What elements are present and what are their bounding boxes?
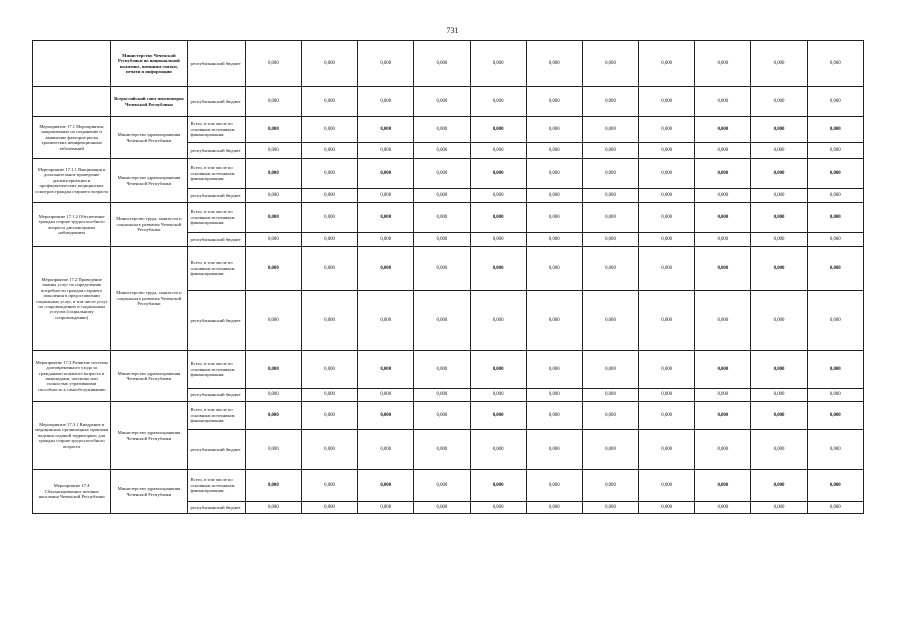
value-cell: 0,000 [582,470,638,502]
value-cell: 0,000 [470,143,526,159]
value-cell: 0,000 [245,233,301,247]
value-cell: 0,000 [807,247,863,291]
value-cell: 0,000 [582,402,638,430]
measure-cell [33,87,111,117]
value-cell: 0,000 [470,389,526,402]
value-cell: 0,000 [751,351,807,389]
value-cell: 0,000 [470,159,526,189]
value-cell: 0,000 [751,117,807,143]
measure-cell: Мероприятие 17.2 Проведение замены услуг по определению потребности граждан старшего поколения в предоставлении социальных услуг, в том числе услуг по сопровождению и социальным услугам (социальному сопровождению) [33,247,111,351]
value-cell: 0,000 [414,87,470,117]
funding-source-cell: Всего, в том числе по основным источникам финансирования: [187,351,245,389]
value-cell: 0,000 [358,389,414,402]
value-cell: 0,000 [526,117,582,143]
value-cell: 0,000 [301,87,357,117]
value-cell: 0,000 [807,402,863,430]
value-cell: 0,000 [751,143,807,159]
value-cell: 0,000 [807,233,863,247]
funding-source-cell: Всего, в том числе по основным источникам финансирования: [187,470,245,502]
measure-cell [33,41,111,87]
value-cell: 0,000 [526,189,582,203]
value-cell: 0,000 [751,247,807,291]
value-cell: 0,000 [470,203,526,233]
value-cell: 0,000 [358,430,414,470]
value-cell: 0,000 [358,41,414,87]
executor-cell: Министерство здравоохранения Чеченской Республики [111,159,187,203]
value-cell: 0,000 [358,189,414,203]
value-cell: 0,000 [245,189,301,203]
executor-cell: Всероссийский союз пенсионеров Чеченской Республики [111,87,187,117]
table-row [33,117,864,143]
executor-cell: Министерство труда, занятости и социального развития Чеченской Республики [111,203,187,247]
value-cell: 0,000 [526,402,582,430]
value-cell: 0,000 [582,189,638,203]
value-cell: 0,000 [358,351,414,389]
value-cell: 0,000 [807,389,863,402]
executor-cell: Министерство труда, занятости и социального развития Чеченской Республики [111,247,187,351]
budget-table [32,40,864,514]
value-cell: 0,000 [695,189,751,203]
value-cell: 0,000 [414,233,470,247]
funding-source-cell: республиканский бюджет [187,430,245,470]
value-cell: 0,000 [470,41,526,87]
value-cell: 0,000 [526,389,582,402]
value-cell: 0,000 [751,189,807,203]
value-cell: 0,000 [301,351,357,389]
measure-cell: Мероприятие 17.3 Развитие системы долговременного ухода за гражданами пожилого возраста и инвалидами, частично или полностью утратившими способность к самообслуживанию [33,351,111,402]
value-cell: 0,000 [807,351,863,389]
value-cell: 0,000 [526,143,582,159]
measure-cell: Мероприятие 17.1 Мероприятия, направленные на сохранение и выявление факторов риска хронических неинфекционных заболеваний [33,117,111,159]
value-cell: 0,000 [470,470,526,502]
value-cell: 0,000 [414,430,470,470]
value-cell: 0,000 [807,203,863,233]
value-cell: 0,000 [245,117,301,143]
value-cell: 0,000 [301,143,357,159]
funding-source-cell: Всего, в том числе по основным источникам финансирования: [187,247,245,291]
table-row [33,41,864,87]
value-cell: 0,000 [526,470,582,502]
value-cell: 0,000 [582,87,638,117]
value-cell: 0,000 [301,41,357,87]
value-cell: 0,000 [751,502,807,514]
value-cell: 0,000 [301,430,357,470]
value-cell: 0,000 [807,291,863,351]
value-cell: 0,000 [639,87,695,117]
value-cell: 0,000 [639,117,695,143]
value-cell: 0,000 [245,430,301,470]
value-cell: 0,000 [358,402,414,430]
value-cell: 0,000 [245,203,301,233]
table-row [33,87,864,117]
executor-cell: Министерство здравоохранения Чеченской Республики [111,402,187,470]
value-cell: 0,000 [526,159,582,189]
value-cell: 0,000 [582,117,638,143]
value-cell: 0,000 [358,117,414,143]
value-cell: 0,000 [695,247,751,291]
value-cell: 0,000 [695,41,751,87]
value-cell: 0,000 [526,247,582,291]
value-cell: 0,000 [245,247,301,291]
value-cell: 0,000 [245,159,301,189]
value-cell: 0,000 [358,247,414,291]
value-cell: 0,000 [751,389,807,402]
value-cell: 0,000 [807,87,863,117]
value-cell: 0,000 [301,502,357,514]
value-cell: 0,000 [582,203,638,233]
table-row [33,470,864,502]
value-cell: 0,000 [695,402,751,430]
value-cell: 0,000 [807,143,863,159]
value-cell: 0,000 [582,159,638,189]
value-cell: 0,000 [358,470,414,502]
value-cell: 0,000 [526,351,582,389]
table-row [33,159,864,189]
value-cell: 0,000 [301,233,357,247]
value-cell: 0,000 [807,430,863,470]
value-cell: 0,000 [751,87,807,117]
page-number: 731 [446,26,459,35]
executor-cell: Министерство здравоохранения Чеченской Республики [111,117,187,159]
value-cell: 0,000 [470,87,526,117]
value-cell: 0,000 [582,389,638,402]
value-cell: 0,000 [245,389,301,402]
value-cell: 0,000 [751,430,807,470]
value-cell: 0,000 [414,117,470,143]
measure-cell: Мероприятие 17.1.2 Обеспечение граждан старше трудоспособного возраста диспансерным наблюдением [33,203,111,247]
value-cell: 0,000 [414,351,470,389]
value-cell: 0,000 [639,233,695,247]
value-cell: 0,000 [526,291,582,351]
value-cell: 0,000 [301,470,357,502]
table-body [33,41,864,514]
value-cell: 0,000 [695,351,751,389]
value-cell: 0,000 [751,159,807,189]
value-cell: 0,000 [245,351,301,389]
value-cell: 0,000 [358,291,414,351]
value-cell: 0,000 [807,502,863,514]
value-cell: 0,000 [414,402,470,430]
value-cell: 0,000 [639,402,695,430]
funding-source-cell: республиканский бюджет [187,41,245,87]
value-cell: 0,000 [470,247,526,291]
value-cell: 0,000 [582,291,638,351]
value-cell: 0,000 [582,143,638,159]
value-cell: 0,000 [470,291,526,351]
value-cell: 0,000 [301,291,357,351]
value-cell: 0,000 [301,189,357,203]
value-cell: 0,000 [414,143,470,159]
value-cell: 0,000 [807,41,863,87]
table-row [33,247,864,291]
value-cell: 0,000 [245,143,301,159]
value-cell: 0,000 [807,189,863,203]
funding-source-cell: Всего, в том числе по основным источникам финансирования: [187,402,245,430]
value-cell: 0,000 [695,117,751,143]
value-cell: 0,000 [470,189,526,203]
value-cell: 0,000 [526,87,582,117]
value-cell: 0,000 [245,291,301,351]
value-cell: 0,000 [695,159,751,189]
table-row [33,402,864,430]
value-cell: 0,000 [639,41,695,87]
value-cell: 0,000 [751,291,807,351]
value-cell: 0,000 [639,203,695,233]
value-cell: 0,000 [358,203,414,233]
value-cell: 0,000 [526,203,582,233]
value-cell: 0,000 [414,203,470,233]
value-cell: 0,000 [358,87,414,117]
value-cell: 0,000 [751,233,807,247]
value-cell: 0,000 [695,203,751,233]
value-cell: 0,000 [414,389,470,402]
value-cell: 0,000 [526,41,582,87]
table-row [33,351,864,389]
value-cell: 0,000 [639,502,695,514]
value-cell: 0,000 [470,430,526,470]
value-cell: 0,000 [695,233,751,247]
value-cell: 0,000 [526,233,582,247]
value-cell: 0,000 [358,143,414,159]
value-cell: 0,000 [582,502,638,514]
value-cell: 0,000 [639,159,695,189]
value-cell: 0,000 [414,159,470,189]
funding-source-cell: республиканский бюджет [187,389,245,402]
value-cell: 0,000 [639,430,695,470]
value-cell: 0,000 [301,402,357,430]
measure-cell: Мероприятие 17.4 Сбалансированное питание населения Чеченской Республики [33,470,111,514]
value-cell: 0,000 [414,247,470,291]
funding-source-cell: республиканский бюджет [187,143,245,159]
value-cell: 0,000 [807,159,863,189]
measure-cell: Мероприятие 17.3.1 Внедрение в медицинских организациях практики ведения «единой территории» для граждан старше трудоспособного возраста [33,402,111,470]
funding-source-cell: республиканский бюджет [187,87,245,117]
value-cell: 0,000 [582,41,638,87]
value-cell: 0,000 [639,189,695,203]
measure-cell: Мероприятие 17.1.1 Вакцинация и дополнительное проведение диспансеризации и профилактических медицинских осмотров граждан старшего возраста [33,159,111,203]
value-cell: 0,000 [414,291,470,351]
funding-source-cell: Всего, в том числе по основным источникам финансирования: [187,203,245,233]
value-cell: 0,000 [470,502,526,514]
value-cell: 0,000 [751,203,807,233]
value-cell: 0,000 [695,143,751,159]
executor-cell: Министерство здравоохранения Чеченской Республики [111,470,187,514]
value-cell: 0,000 [582,233,638,247]
value-cell: 0,000 [807,470,863,502]
value-cell: 0,000 [582,247,638,291]
value-cell: 0,000 [751,41,807,87]
value-cell: 0,000 [301,159,357,189]
value-cell: 0,000 [639,389,695,402]
value-cell: 0,000 [414,502,470,514]
value-cell: 0,000 [245,470,301,502]
executor-cell: Министерство Чеченской Республики по национальной политике, внешним связям, печати и информации [111,41,187,87]
funding-source-cell: республиканский бюджет [187,502,245,514]
value-cell: 0,000 [470,117,526,143]
funding-source-cell: Всего, в том числе по основным источникам финансирования: [187,159,245,189]
value-cell: 0,000 [414,470,470,502]
value-cell: 0,000 [695,502,751,514]
value-cell: 0,000 [470,351,526,389]
executor-cell: Министерство здравоохранения Чеченской Республики [111,351,187,402]
value-cell: 0,000 [639,247,695,291]
value-cell: 0,000 [695,430,751,470]
value-cell: 0,000 [695,87,751,117]
value-cell: 0,000 [695,291,751,351]
value-cell: 0,000 [695,389,751,402]
value-cell: 0,000 [358,502,414,514]
value-cell: 0,000 [414,41,470,87]
value-cell: 0,000 [301,389,357,402]
funding-source-cell: республиканский бюджет [187,233,245,247]
value-cell: 0,000 [639,470,695,502]
funding-source-cell: республиканский бюджет [187,189,245,203]
value-cell: 0,000 [526,430,582,470]
value-cell: 0,000 [582,351,638,389]
value-cell: 0,000 [245,87,301,117]
value-cell: 0,000 [470,233,526,247]
value-cell: 0,000 [751,402,807,430]
value-cell: 0,000 [245,402,301,430]
value-cell: 0,000 [358,159,414,189]
value-cell: 0,000 [245,502,301,514]
value-cell: 0,000 [470,402,526,430]
value-cell: 0,000 [582,430,638,470]
value-cell: 0,000 [751,470,807,502]
value-cell: 0,000 [414,189,470,203]
value-cell: 0,000 [301,247,357,291]
value-cell: 0,000 [526,502,582,514]
value-cell: 0,000 [639,291,695,351]
value-cell: 0,000 [301,203,357,233]
value-cell: 0,000 [695,470,751,502]
value-cell: 0,000 [639,143,695,159]
value-cell: 0,000 [639,351,695,389]
funding-source-cell: республиканский бюджет [187,291,245,351]
value-cell: 0,000 [301,117,357,143]
value-cell: 0,000 [807,117,863,143]
funding-source-cell: Всего, в том числе по основным источникам финансирования: [187,117,245,143]
table-row [33,203,864,233]
value-cell: 0,000 [245,41,301,87]
value-cell: 0,000 [358,233,414,247]
